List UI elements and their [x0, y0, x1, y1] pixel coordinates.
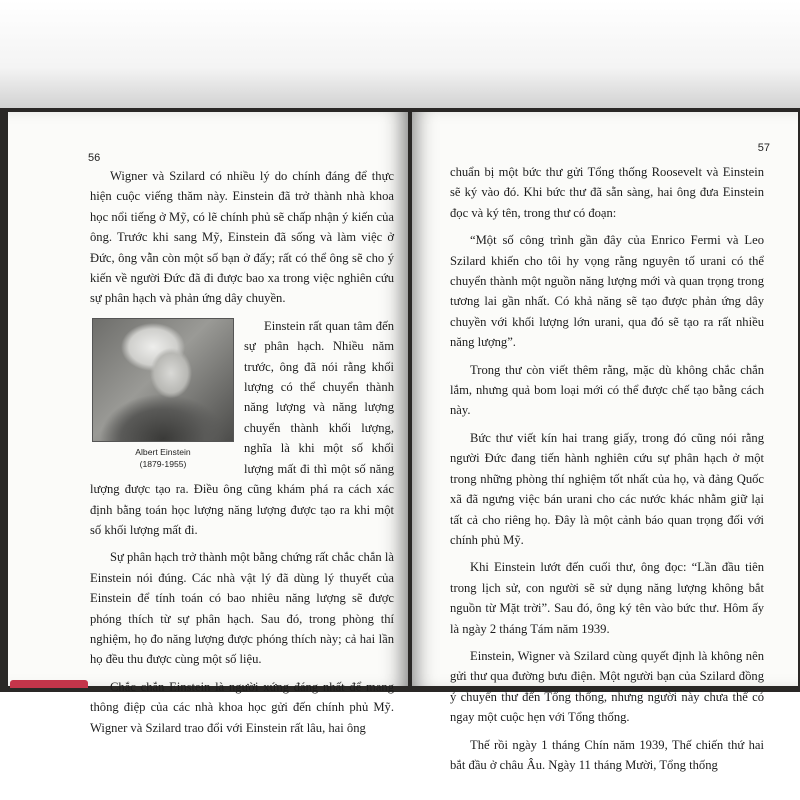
left-paragraph-2: Einstein rất quan tâm đến sự phân hạch. Nhiều năm trước, ông đã nói rằng khối lượng có thể chuyển thành năng lượng và năng lượng chuyển thành khối lượng, nghĩa là khi một số khối lượng mất đi thì một số năng lượng được tạo ra. Điều ông cũng khám phá ra cách xác định bằng toán học lượng năng lượng được tạo ra khi một số khối lượng mất đi. — [90, 318, 394, 537]
einstein-figure — [90, 318, 236, 470]
right-paragraph-6: Einstein, Wigner và Szilard cùng quyết định là không nên gửi thư qua đường bưu điện. Một người bạn của Szilard đồng ý chuyển thư đến Tổng thống, nhưng người này chưa thể có ngay một cuộc hẹn với Tổng thống. — [450, 648, 764, 725]
left-page-text — [90, 166, 394, 745]
right-paragraph-3: Trong thư còn viết thêm rằng, mặc dù không chắc chắn lắm, nhưng quả bom loại mới có thể được chế tạo bằng cách này. — [450, 362, 764, 418]
right-page-text — [450, 162, 764, 782]
right-paragraph-5: Khi Einstein lướt đến cuối thư, ông đọc: “Lần đầu tiên trong lịch sử, con người sẽ sử dụng năng lượng không bắt nguồn từ Mặt trời”. Sau đó, ông ký tên vào bức thư. Hôm ấy là ngày 2 tháng Tám năm 1939. — [450, 560, 764, 636]
book-tab-marker — [10, 680, 88, 688]
open-book — [0, 108, 800, 772]
left-page — [8, 112, 408, 735]
figure-caption-years: (1879-1955) — [139, 458, 187, 469]
left-paragraph-4: Chắc chắn Einstein là người xứng đáng nhất để mang thông điệp của các nhà khoa học gửi đến chính phủ Mỹ. Wigner và Szilard trao đổi với Einstein rất lâu, hai ông — [90, 679, 394, 735]
page-number-left: 56 — [88, 152, 101, 164]
right-paragraph-4: Bức thư viết kín hai trang giấy, trong đó cũng nói rằng người Đức đang tiến hành nghiên cứu sự phân hạch ở một trong những phòng thí nghiệm tốt nhất của họ, và đảng Quốc xã đã ngưng việc bán urani cho các nước khác nhằm giữ lại tất cả cho riêng họ. Đây là một cảnh báo quan trọng đối với chính phủ Mỹ. — [450, 430, 764, 547]
right-page — [412, 112, 798, 772]
background-surface — [0, 0, 800, 112]
right-quote-paragraph: “Một số công trình gần đây của Enrico Fermi và Leo Szilard khiến cho tôi hy vọng rằng nguyên tố urani có thể chuyển thành một nguồn năng lượng mới và quan trọng trong tương lai gần nhất. Có khả năng sẽ tạo được phản ứng dây chuyền với khối lượng lớn urani, qua đó sẽ tạo ra rất nhiều năng lượng”. — [450, 233, 764, 350]
left-paragraph-1: Wigner và Szilard có nhiều lý do chính đáng để thực hiện cuộc viếng thăm này. Einstein đã trở thành nhà khoa học nổi tiếng ở Mỹ, có lẽ chính phủ sẽ chấp nhận ý kiến của ông. Trước khi sang Mỹ, Einstein đã sống và làm việc ở Đức, ông vẫn còn một số bạn ở đấy; rất có thể ông sẽ cho ý kiến về người Đức đã đi được bao xa trong việc nghiên cứu sự phân hạch và phản ứng dây chuyền. — [90, 169, 394, 306]
page-number-right: 57 — [757, 142, 770, 154]
einstein-photo — [92, 318, 234, 442]
left-paragraph-3: Sự phân hạch trở thành một bằng chứng rất chắc chắn là Einstein nói đúng. Các nhà vật lý đã dùng lý thuyết của Einstein để tính toán có bao nhiêu năng lượng sẽ được phóng thích từ sự phân hạch. Sau đó, trong phòng thí nghiệm, họ đo năng lượng được phóng thích này; cả hai lần họ đều thu được cùng một số liệu. — [90, 550, 394, 667]
right-paragraph-7: Thế rồi ngày 1 tháng Chín năm 1939, Thế chiến thứ hai bắt đầu ở châu Âu. Ngày 11 tháng Mười, Tổng thống — [450, 737, 764, 772]
right-paragraph-1: chuẩn bị một bức thư gửi Tổng thống Roosevelt và Einstein sẽ ký vào đó. Khi bức thư đã sẵn sàng, hai ông đưa Einstein đọc và ký tên, trong thư có đoạn: — [450, 165, 764, 220]
figure-caption-name: Albert Einstein — [135, 446, 191, 457]
